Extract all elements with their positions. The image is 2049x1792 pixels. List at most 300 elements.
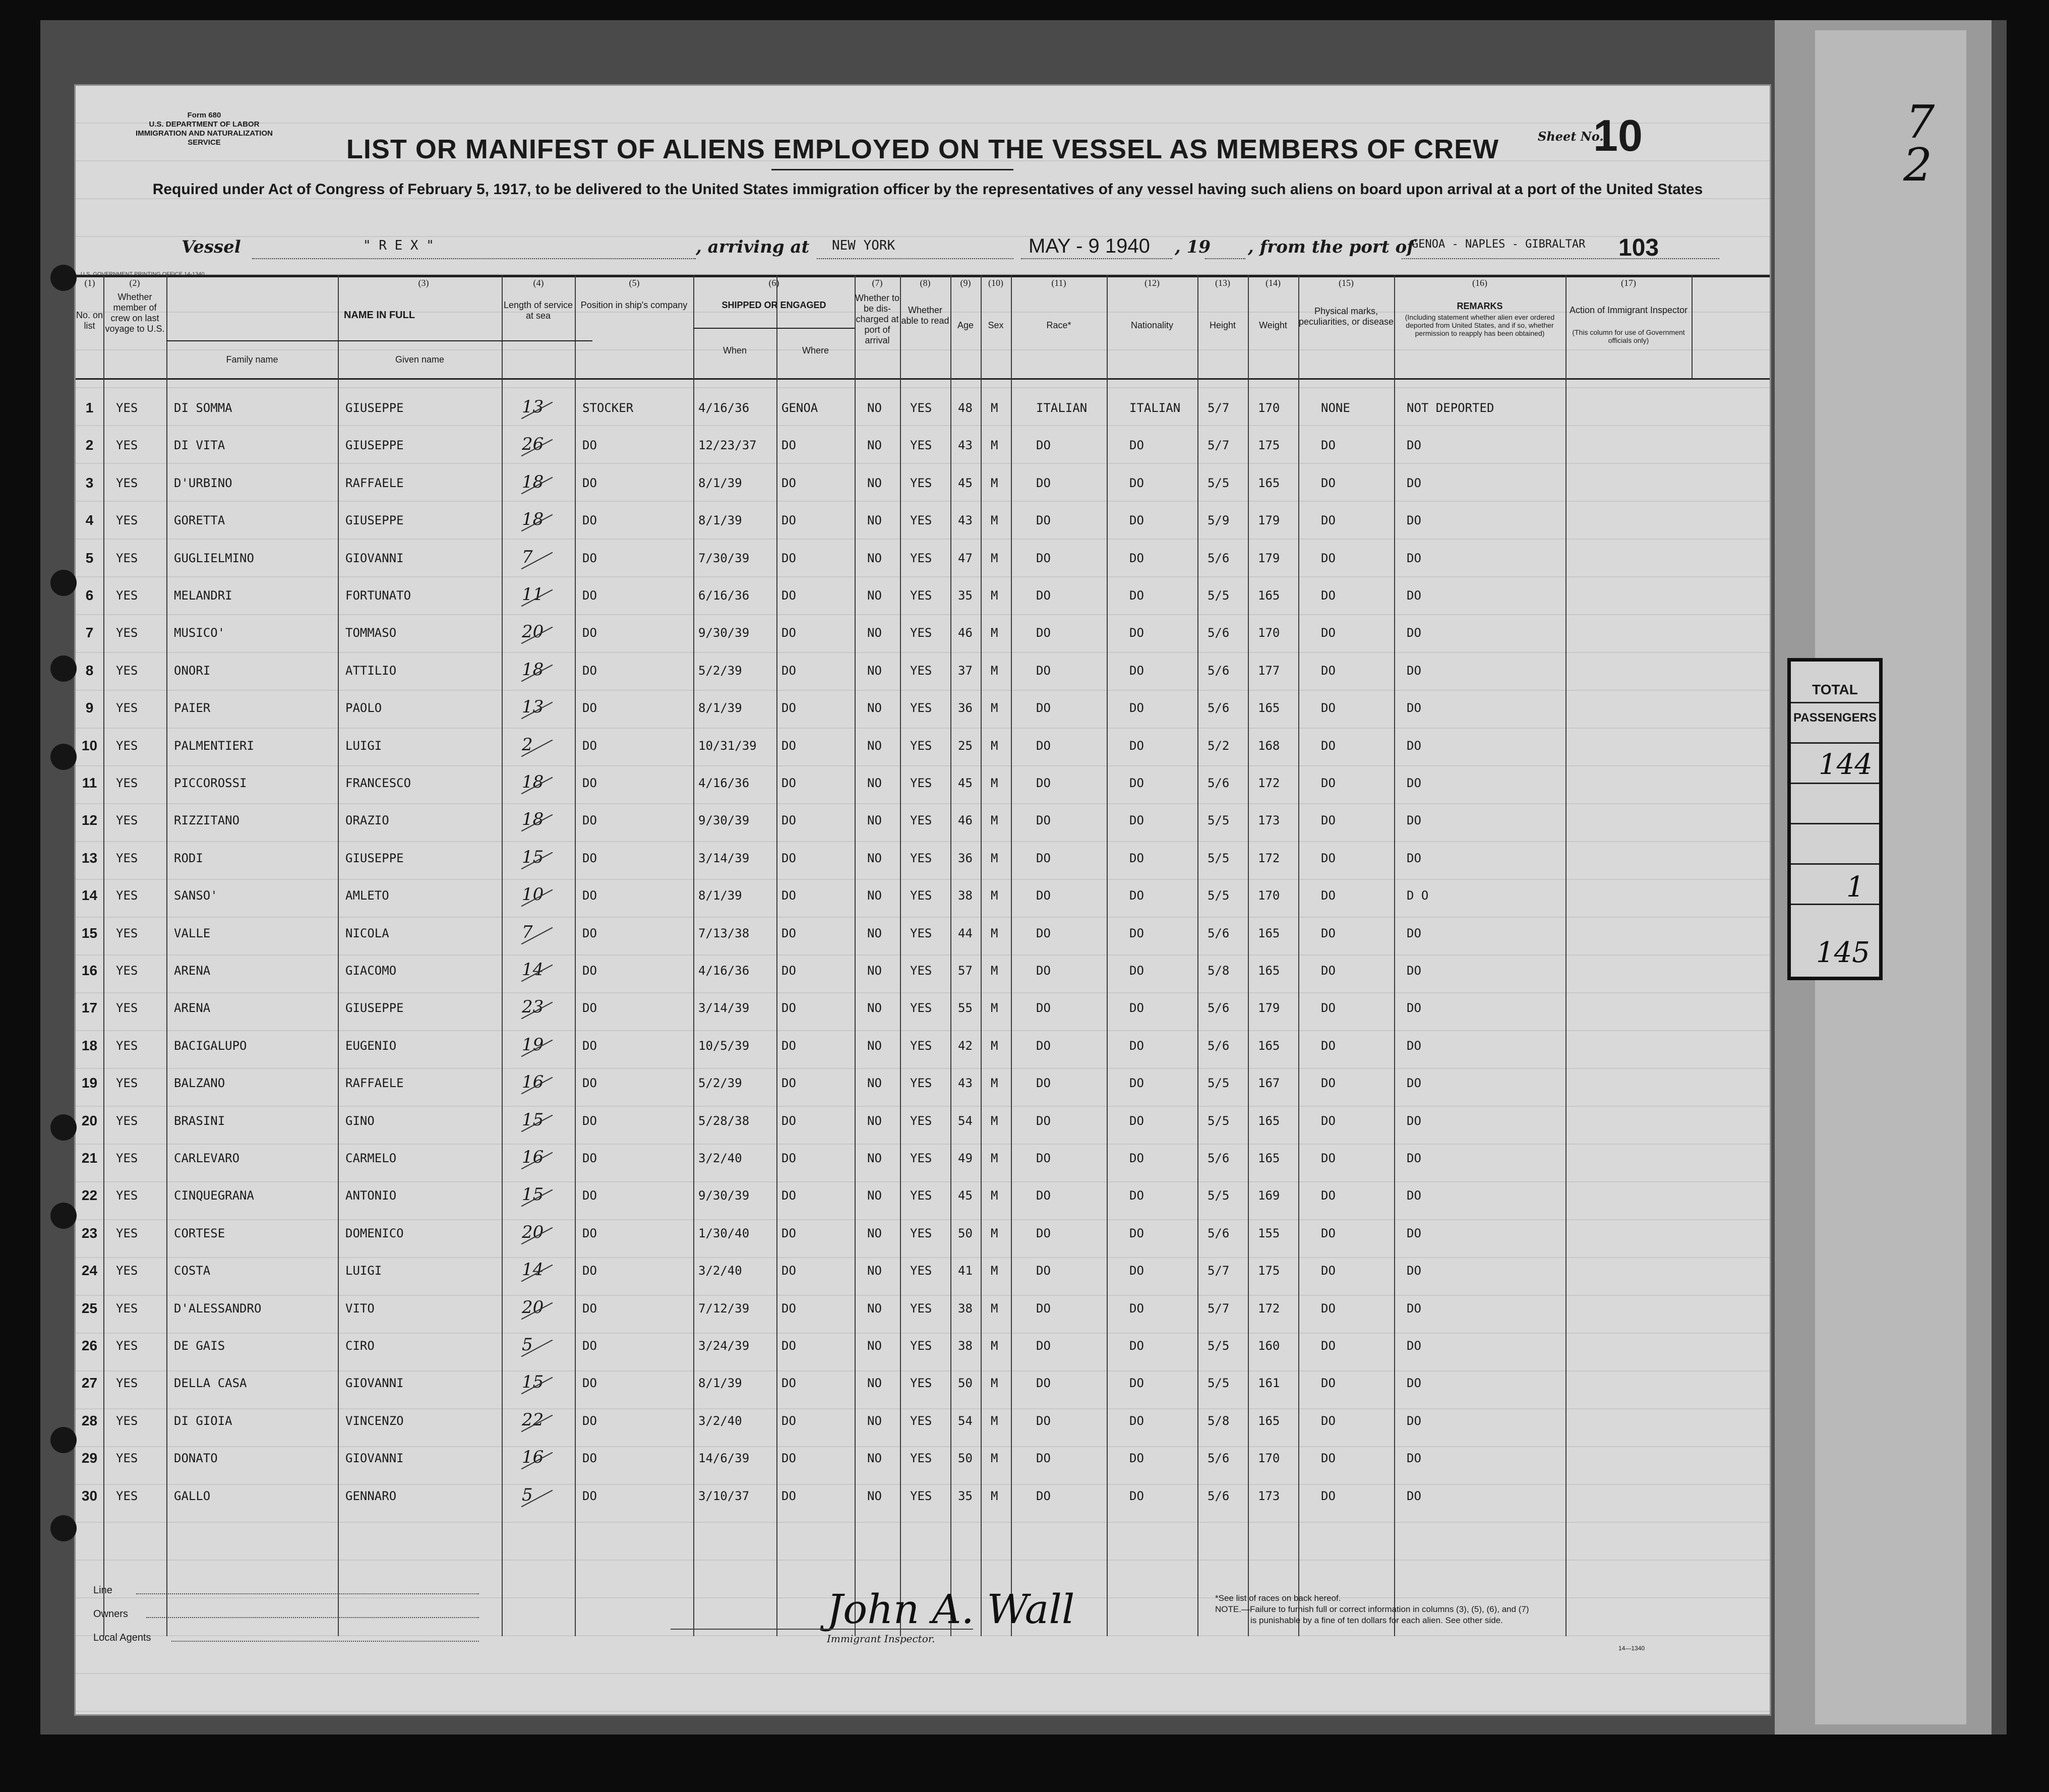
column-number: (17) [1621,278,1636,288]
cell-nationality: DO [1129,1264,1144,1278]
header-race: Race* [1046,320,1071,330]
cell-service: 18 [522,509,544,530]
cell-age: 45 [958,776,973,790]
cell-where: DO [781,776,796,790]
cell-remarks: DO [1407,701,1421,715]
column-divider [103,275,104,1636]
row-number: 29 [81,1450,98,1466]
cell-nationality: DO [1129,513,1144,528]
row-number: 16 [81,963,98,978]
cell-where: DO [781,813,796,828]
column-divider [981,275,982,1636]
cell-weight: 161 [1258,1376,1280,1391]
header-action-of-inspector: Action of Immigrant Inspector [1569,305,1688,315]
row-number: 18 [81,1037,98,1053]
binding-hole [50,655,77,682]
cell-marks: DO [1321,438,1336,453]
cell-read: YES [910,1301,932,1316]
cell-when: 12/23/37 [698,438,757,453]
cell-sex: M [991,438,998,453]
cell-remarks: DO [1407,551,1421,565]
cell-age: 46 [958,626,973,640]
column-number: (3) [418,278,429,288]
cell-where: GENOA [781,401,818,415]
cell-discharged: NO [867,888,882,903]
cell-where: DO [781,888,796,903]
cell-service: 10 [522,884,544,905]
cell-given: ANTONIO [345,1188,397,1203]
cell-race: DO [1036,1151,1051,1165]
cell-race: DO [1036,1001,1051,1016]
cell-sex: M [991,1001,998,1016]
cell-prev: YES [116,964,138,978]
column-divider [950,275,951,1636]
cell-discharged: NO [867,1001,882,1016]
cell-where: DO [781,1001,796,1016]
cell-given: GIOVANNI [345,1451,404,1466]
cell-prev: YES [116,888,138,903]
cell-family: D'ALESSANDRO [174,1301,262,1316]
cell-weight: 170 [1258,626,1280,640]
cell-given: GINO [345,1113,375,1128]
cell-where: DO [781,475,796,490]
cell-family: RIZZITANO [174,813,240,828]
cell-weight: 175 [1258,438,1280,453]
cell-discharged: NO [867,776,882,790]
cell-age: 45 [958,475,973,490]
owners-label: Owners [93,1608,128,1620]
cell-age: 50 [958,1451,973,1466]
cell-height: 5/6 [1208,1226,1230,1240]
cell-given: ATTILIO [345,663,397,678]
column-number: (6) [768,278,779,288]
cell-when: 8/1/39 [698,1376,742,1391]
column-number: (4) [533,278,544,288]
local-agents-label: Local Agents [93,1632,151,1643]
cell-sex: M [991,663,998,678]
cell-given: GIACOMO [345,964,397,978]
cell-prev: YES [116,926,138,940]
cell-race: DO [1036,738,1051,753]
page-total: 103 [1618,234,1659,261]
cell-read: YES [910,1488,932,1503]
cell-age: 36 [958,851,973,865]
header-age: Age [957,320,974,330]
column-number: (1) [84,278,95,288]
row-number: 24 [81,1263,98,1279]
cell-weight: 165 [1258,1413,1280,1428]
cell-height: 5/6 [1208,1488,1230,1503]
cell-when: 5/2/39 [698,1076,742,1091]
column-number: (14) [1265,278,1281,288]
cell-marks: DO [1321,588,1336,603]
cell-height: 5/5 [1208,888,1230,903]
cell-age: 38 [958,1339,973,1353]
cell-sex: M [991,588,998,603]
cell-height: 5/7 [1208,1301,1230,1316]
cell-position: DO [582,738,597,753]
cell-service: 7 [522,547,533,567]
cell-family: GORETTA [174,513,225,528]
row-number: 10 [81,737,98,753]
cell-family: DONATO [174,1451,218,1466]
cell-position: DO [582,1339,597,1353]
cell-nationality: DO [1129,888,1144,903]
cell-family: GUGLIELMINO [174,551,254,565]
penalty-note-continued: is punishable by a fine of ten dollars for each alien. See other side. [1250,1616,1503,1625]
cell-when: 3/14/39 [698,851,750,865]
cell-marks: DO [1321,1488,1336,1503]
line-field [136,1593,479,1594]
cell-nationality: DO [1129,1488,1144,1503]
header-member-of-crew: Whether member of crew on last voyage to U.S. [105,292,165,334]
cell-weight: 165 [1258,1113,1280,1128]
service-name: IMMIGRATION AND NATURALIZATION SERVICE [136,129,273,147]
cell-weight: 165 [1258,926,1280,940]
cell-where: DO [781,551,796,565]
cell-age: 36 [958,701,973,715]
cell-race: DO [1036,776,1051,790]
manifest-sheet [76,86,1770,1714]
cell-position: DO [582,513,597,528]
cell-position: DO [582,1264,597,1278]
row-number: 3 [85,474,94,491]
column-divider [1394,275,1395,1636]
cell-read: YES [910,663,932,678]
cell-discharged: NO [867,701,882,715]
cell-family: RODI [174,851,203,865]
header-where: Where [802,345,829,355]
header-weight: Weight [1259,320,1287,330]
cell-given: GIUSEPPE [345,1001,404,1016]
cell-remarks: DO [1407,1451,1421,1466]
cell-where: DO [781,1451,796,1466]
cell-height: 5/6 [1208,626,1230,640]
cell-read: YES [910,1076,932,1091]
cell-position: DO [582,1488,597,1503]
row-number: 1 [85,400,94,415]
cell-read: YES [910,1226,932,1240]
column-divider [1298,275,1299,1636]
cell-marks: DO [1321,1413,1336,1428]
cell-discharged: NO [867,663,882,678]
cell-height: 5/5 [1208,475,1230,490]
cell-race: DO [1036,551,1051,565]
cell-height: 5/6 [1208,776,1230,790]
cell-position: DO [582,813,597,828]
cell-race: DO [1036,1301,1051,1316]
cell-age: 50 [958,1226,973,1240]
cell-prev: YES [116,738,138,753]
cell-service: 18 [522,659,544,680]
cell-family: PALMENTIERI [174,738,254,753]
cell-race: DO [1036,1076,1051,1091]
cell-race: DO [1036,926,1051,940]
cell-weight: 172 [1258,1301,1280,1316]
page-title: LIST OR MANIFEST OF ALIENS EMPLOYED ON THE VESSEL AS MEMBERS OF CREW [346,134,1499,164]
cell-discharged: NO [867,438,882,453]
cell-service: 15 [522,1372,544,1393]
cell-marks: DO [1321,1451,1336,1466]
cell-discharged: NO [867,1188,882,1203]
cell-given: FORTUNATO [345,588,411,603]
cell-position: DO [582,701,597,715]
row-number: 25 [81,1300,98,1316]
cell-when: 3/24/39 [698,1339,750,1353]
header-remarks-note: (Including statement whether alien ever ordered deported from United States, and if so, whether permission to reapply has been obtained) [1405,313,1555,337]
cell-sex: M [991,1113,998,1128]
table-top-rule [76,275,1770,277]
year-underline [1205,258,1245,259]
cell-weight: 165 [1258,964,1280,978]
cell-discharged: NO [867,513,882,528]
cell-nationality: DO [1129,701,1144,715]
cell-weight: 170 [1258,401,1280,415]
cell-family: BACIGALUPO [174,1038,247,1053]
cell-position: DO [582,1413,597,1428]
cell-nationality: DO [1129,964,1144,978]
cell-marks: DO [1321,1188,1336,1203]
cell-age: 54 [958,1413,973,1428]
cell-height: 5/6 [1208,551,1230,565]
cell-weight: 168 [1258,738,1280,753]
cell-given: FRANCESCO [345,776,411,790]
cell-nationality: DO [1129,926,1144,940]
cell-position: DO [582,1001,597,1016]
cell-family: ARENA [174,964,211,978]
cell-height: 5/6 [1208,1151,1230,1165]
cell-remarks: DO [1407,1413,1421,1428]
cell-sex: M [991,626,998,640]
cell-given: TOMMASO [345,626,397,640]
cell-height: 5/6 [1208,663,1230,678]
cell-nationality: DO [1129,1301,1144,1316]
cell-where: DO [781,701,796,715]
cell-nationality: DO [1129,663,1144,678]
header-height: Height [1209,320,1236,330]
cell-discharged: NO [867,1076,882,1091]
cell-family: DI SOMMA [174,401,232,415]
cell-marks: DO [1321,475,1336,490]
header-sub-rule [693,328,855,329]
cell-weight: 179 [1258,551,1280,565]
cell-discharged: NO [867,813,882,828]
cell-when: 3/10/37 [698,1488,750,1503]
cell-service: 23 [522,997,544,1018]
cell-service: 20 [522,1222,544,1242]
cell-marks: DO [1321,701,1336,715]
cell-marks: DO [1321,551,1336,565]
binding-hole [50,1427,77,1453]
cell-prev: YES [116,1264,138,1278]
cell-read: YES [910,551,932,565]
cell-prev: YES [116,1226,138,1240]
cell-prev: YES [116,813,138,828]
cell-weight: 170 [1258,888,1280,903]
arrival-date: MAY - 9 1940 [1029,235,1150,257]
cell-sex: M [991,1264,998,1278]
cell-race: DO [1036,813,1051,828]
cell-service: 11 [522,584,544,605]
cell-sex: M [991,701,998,715]
column-number: (15) [1339,278,1354,288]
cell-age: 46 [958,813,973,828]
column-divider [693,275,694,1636]
cell-prev: YES [116,1301,138,1316]
cell-discharged: NO [867,551,882,565]
cell-position: DO [582,1151,597,1165]
cell-marks: DO [1321,813,1336,828]
cell-service: 2 [522,734,533,755]
cell-where: DO [781,926,796,940]
cell-nationality: DO [1129,1076,1144,1091]
cell-discharged: NO [867,1226,882,1240]
cell-height: 5/5 [1208,813,1230,828]
cell-read: YES [910,1339,932,1353]
cell-nationality: DO [1129,1038,1144,1053]
cell-age: 55 [958,1001,973,1016]
cell-race: DO [1036,1113,1051,1128]
cell-nationality: DO [1129,1188,1144,1203]
cell-height: 5/5 [1208,1339,1230,1353]
cell-when: 9/30/39 [698,813,750,828]
column-number: (12) [1144,278,1160,288]
totals-divider [1791,783,1879,827]
cell-nationality: DO [1129,1113,1144,1128]
cell-sex: M [991,513,998,528]
cell-weight: 169 [1258,1188,1280,1203]
cell-where: DO [781,851,796,865]
cell-position: DO [582,551,597,565]
cell-weight: 155 [1258,1226,1280,1240]
totals-value-1: 144 [1819,748,1873,781]
cell-sex: M [991,401,998,415]
cell-weight: 165 [1258,1151,1280,1165]
cell-given: VITO [345,1301,375,1316]
header-nationality: Nationality [1130,320,1174,330]
cell-service: 22 [522,1409,544,1430]
cell-height: 5/9 [1208,513,1230,528]
cell-remarks: DO [1407,438,1421,453]
cell-marks: DO [1321,1376,1336,1391]
cell-given: PAOLO [345,701,382,715]
cell-race: DO [1036,626,1051,640]
vessel-name: " R E X " [363,238,434,253]
cell-position: DO [582,475,597,490]
cell-height: 5/5 [1208,1076,1230,1091]
row-number: 13 [81,850,98,866]
cell-when: 3/14/39 [698,1001,750,1016]
cell-discharged: NO [867,1376,882,1391]
cell-prev: YES [116,1151,138,1165]
cell-position: DO [582,1188,597,1203]
cell-marks: DO [1321,1264,1336,1278]
cell-marks: DO [1321,663,1336,678]
cell-position: DO [582,1113,597,1128]
cell-prev: YES [116,588,138,603]
totals-divider [1791,863,1879,908]
cell-sex: M [991,1226,998,1240]
side-mark-top: 7 [1906,96,1935,149]
cell-given: LUIGI [345,1264,382,1278]
cell-height: 5/6 [1208,926,1230,940]
cell-given: GIOVANNI [345,1376,404,1391]
cell-height: 5/2 [1208,738,1230,753]
cell-remarks: DO [1407,1226,1421,1240]
cell-height: 5/6 [1208,1001,1230,1016]
races-note: *See list of races on back hereof. [1215,1593,1341,1603]
cell-when: 7/13/38 [698,926,750,940]
cell-service: 18 [522,772,544,792]
cell-marks: NONE [1321,401,1350,415]
cell-given: RAFFAELE [345,1076,404,1091]
sheet-number-label: Sheet No. [1538,129,1604,144]
cell-family: DI GIOIA [174,1413,232,1428]
cell-discharged: NO [867,1301,882,1316]
cell-service: 26 [522,434,544,455]
cell-given: GIUSEPPE [345,438,404,453]
vessel-label: Vessel [182,237,241,257]
cell-read: YES [910,438,932,453]
cell-prev: YES [116,475,138,490]
cell-sex: M [991,1188,998,1203]
inspector-caption: Immigrant Inspector. [827,1633,935,1645]
cell-nationality: DO [1129,1413,1144,1428]
cell-family: D'URBINO [174,475,232,490]
cell-height: 5/5 [1208,588,1230,603]
cell-marks: DO [1321,964,1336,978]
cell-remarks: DO [1407,513,1421,528]
cell-read: YES [910,738,932,753]
cell-when: 8/1/39 [698,475,742,490]
cell-marks: DO [1321,1301,1336,1316]
cell-position: DO [582,1038,597,1053]
cell-nationality: DO [1129,626,1144,640]
cell-when: 8/1/39 [698,701,742,715]
cell-prev: YES [116,1188,138,1203]
penalty-note: NOTE.—Failure to furnish full or correct information in columns (3), (5), (6), and (7) [1215,1604,1529,1614]
cell-prev: YES [116,513,138,528]
cell-where: DO [781,663,796,678]
cell-remarks: DO [1407,1038,1421,1053]
cell-where: DO [781,1038,796,1053]
cell-family: GALLO [174,1488,211,1503]
cell-height: 5/8 [1208,964,1230,978]
cell-given: GIOVANNI [345,551,404,565]
cell-when: 1/30/40 [698,1226,750,1240]
header-sex: Sex [988,320,1004,330]
row-number: 30 [81,1487,98,1504]
cell-sex: M [991,1413,998,1428]
line-label: Line [93,1585,112,1596]
column-number: (2) [129,278,140,288]
cell-weight: 179 [1258,1001,1280,1016]
column-divider [1107,275,1108,1636]
cell-age: 35 [958,588,973,603]
cell-discharged: NO [867,1488,882,1503]
row-number: 5 [85,550,94,566]
cell-position: DO [582,438,597,453]
cell-given: NICOLA [345,926,389,940]
cell-family: PICCOROSSI [174,776,247,790]
cell-sex: M [991,1076,998,1091]
header-family-name: Family name [226,354,278,365]
cell-prev: YES [116,1339,138,1353]
cell-family: BRASINI [174,1113,225,1128]
cell-position: DO [582,626,597,640]
cell-when: 9/30/39 [698,626,750,640]
cell-prev: YES [116,1413,138,1428]
